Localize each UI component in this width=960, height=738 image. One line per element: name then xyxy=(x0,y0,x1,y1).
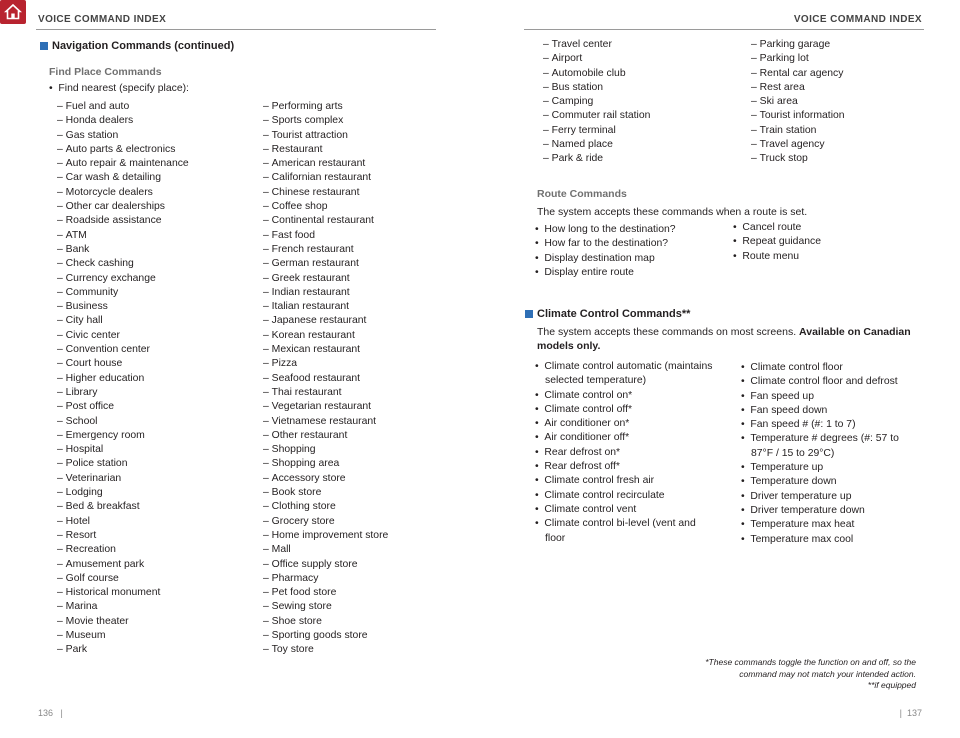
place-category-item: – Museum xyxy=(57,629,189,643)
climate-command-item: • Climate control fresh air xyxy=(535,474,715,488)
climate-command-item: • Air conditioner off* xyxy=(535,431,715,445)
place-category-item: – Auto parts & electronics xyxy=(57,143,189,157)
place-category-item: – Korean restaurant xyxy=(263,329,388,343)
place-category-item: – Other car dealerships xyxy=(57,200,189,214)
place-category-item: – Court house xyxy=(57,357,189,371)
place-category-item: – Resort xyxy=(57,529,189,543)
place-category-item: – Airport xyxy=(543,52,650,66)
climate-command-item: • Driver temperature up xyxy=(741,490,921,504)
route-command-item: • How far to the destination? xyxy=(535,237,676,251)
place-category-item: – Amusement park xyxy=(57,558,189,572)
place-category-item: – Pharmacy xyxy=(263,572,388,586)
place-category-item: – Check cashing xyxy=(57,257,189,271)
place-category-item: – Commuter rail station xyxy=(543,109,650,123)
page-header-left: VOICE COMMAND INDEX xyxy=(38,14,167,25)
place-category-item: – Police station xyxy=(57,457,189,471)
section-square-icon xyxy=(40,42,48,50)
climate-command-item: • Rear defrost on* xyxy=(535,446,715,460)
find-place-intro xyxy=(49,82,189,96)
climate-command-item: • Driver temperature down xyxy=(741,504,921,518)
place-category-item: – Continental restaurant xyxy=(263,214,388,228)
place-category-item: – Thai restaurant xyxy=(263,386,388,400)
place-category-item: – Coffee shop xyxy=(263,200,388,214)
place-category-item: – Japanese restaurant xyxy=(263,314,388,328)
climate-command-item: • Temperature # degrees (#: 57 to 87°F / 15 to 29°C) xyxy=(741,432,921,461)
route-commands-right xyxy=(733,221,821,264)
place-category-item: – Grocery store xyxy=(263,515,388,529)
climate-command-item: • Temperature up xyxy=(741,461,921,475)
climate-command-item: • Temperature max heat xyxy=(741,518,921,532)
place-category-item: – Marina xyxy=(57,600,189,614)
place-category-item: – Indian restaurant xyxy=(263,286,388,300)
climate-commands-right xyxy=(741,361,921,547)
place-category-item: – Seafood restaurant xyxy=(263,372,388,386)
place-category-item: – Lodging xyxy=(57,486,189,500)
footnote: *These commands toggle the function on and off, so the command may not match your intended action. **if equipped xyxy=(705,657,916,690)
place-category-item: – Shoe store xyxy=(263,615,388,629)
place-category-item: – Motorcycle dealers xyxy=(57,186,189,200)
route-commands-left xyxy=(535,223,676,280)
header-divider-right xyxy=(524,29,924,30)
place-category-item: – Automobile club xyxy=(543,67,650,81)
climate-commands-left xyxy=(535,360,715,546)
place-category-item: – Civic center xyxy=(57,329,189,343)
route-command-item: • Display destination map xyxy=(535,252,676,266)
place-category-item: – German restaurant xyxy=(263,257,388,271)
place-category-item: – Fast food xyxy=(263,229,388,243)
place-category-item: – Other restaurant xyxy=(263,429,388,443)
place-category-item: – Performing arts xyxy=(263,100,388,114)
route-command-item: • Cancel route xyxy=(733,221,821,235)
climate-command-item: • Air conditioner on* xyxy=(535,417,715,431)
place-category-item: – Mall xyxy=(263,543,388,557)
place-list-col4 xyxy=(751,38,845,167)
section-square-icon xyxy=(525,310,533,318)
place-category-item: – Fuel and auto xyxy=(57,100,189,114)
place-category-item: – Accessory store xyxy=(263,472,388,486)
place-category-item: – Home improvement store xyxy=(263,529,388,543)
climate-command-item: • Climate control bi-level (vent and floor xyxy=(535,517,715,546)
climate-command-item: • Climate control on* xyxy=(535,389,715,403)
place-category-item: – Tourist attraction xyxy=(263,129,388,143)
route-command-item: • How long to the destination? xyxy=(535,223,676,237)
place-category-item: – Rest area xyxy=(751,81,845,95)
place-category-item: – Park & ride xyxy=(543,152,650,166)
climate-command-item: • Climate control vent xyxy=(535,503,715,517)
place-category-item: – Recreation xyxy=(57,543,189,557)
place-category-item: – Italian restaurant xyxy=(263,300,388,314)
place-category-item: – American restaurant xyxy=(263,157,388,171)
place-category-item: – Park xyxy=(57,643,189,657)
climate-section-title: Climate Control Commands** xyxy=(525,308,690,320)
route-command-item: • Repeat guidance xyxy=(733,235,821,249)
place-category-item: – Ferry terminal xyxy=(543,124,650,138)
climate-command-item: • Fan speed # (#: 1 to 7) xyxy=(741,418,921,432)
place-category-item: – Clothing store xyxy=(263,500,388,514)
place-category-item: – Hospital xyxy=(57,443,189,457)
place-category-item: – School xyxy=(57,415,189,429)
place-category-item: – Sewing store xyxy=(263,600,388,614)
place-category-item: – Community xyxy=(57,286,189,300)
nav-section-title: Navigation Commands (continued) xyxy=(40,40,234,52)
place-category-item: – Camping xyxy=(543,95,650,109)
climate-command-item: • Fan speed down xyxy=(741,404,921,418)
route-command-item: • Route menu xyxy=(733,250,821,264)
place-category-item: – Tourist information xyxy=(751,109,845,123)
place-category-item: – Car wash & detailing xyxy=(57,171,189,185)
place-category-item: – Toy store xyxy=(263,643,388,657)
place-category-item: – Shopping area xyxy=(263,457,388,471)
place-category-item: – Currency exchange xyxy=(57,272,189,286)
place-list-col1 xyxy=(57,100,189,658)
place-category-item: – Golf course xyxy=(57,572,189,586)
route-command-item: • Display entire route xyxy=(535,266,676,280)
place-category-item: – Office supply store xyxy=(263,558,388,572)
place-category-item: – Train station xyxy=(751,124,845,138)
place-category-item: – Library xyxy=(57,386,189,400)
climate-command-item: • Climate control recirculate xyxy=(535,489,715,503)
home-icon[interactable] xyxy=(0,0,26,24)
place-category-item: – Chinese restaurant xyxy=(263,186,388,200)
climate-command-item: • Fan speed up xyxy=(741,390,921,404)
page-number-right: | 137 xyxy=(899,708,922,718)
place-category-item: – Auto repair & maintenance xyxy=(57,157,189,171)
page-number-left: 136 | xyxy=(38,708,63,718)
place-category-item: – Honda dealers xyxy=(57,114,189,128)
place-category-item: – Vietnamese restaurant xyxy=(263,415,388,429)
place-category-item: – Californian restaurant xyxy=(263,171,388,185)
place-category-item: – Parking lot xyxy=(751,52,845,66)
place-category-item: – Sporting goods store xyxy=(263,629,388,643)
place-category-item: – Convention center xyxy=(57,343,189,357)
place-category-item: – Bus station xyxy=(543,81,650,95)
find-place-subhead: Find Place Commands xyxy=(49,66,162,78)
place-category-item: – Gas station xyxy=(57,129,189,143)
place-category-item: – Ski area xyxy=(751,95,845,109)
place-category-item: – Movie theater xyxy=(57,615,189,629)
place-category-item: – Sports complex xyxy=(263,114,388,128)
place-category-item: – Higher education xyxy=(57,372,189,386)
place-list-col3 xyxy=(543,38,650,167)
place-category-item: – Pet food store xyxy=(263,586,388,600)
climate-command-item: • Climate control floor and defrost xyxy=(741,375,921,389)
climate-command-item: • Climate control off* xyxy=(535,403,715,417)
place-category-item: – Named place xyxy=(543,138,650,152)
place-category-item: – Bank xyxy=(57,243,189,257)
route-intro: The system accepts these commands when a route is set. xyxy=(537,206,808,218)
place-category-item: – Parking garage xyxy=(751,38,845,52)
place-category-item: – Hotel xyxy=(57,515,189,529)
place-category-item: – Shopping xyxy=(263,443,388,457)
place-category-item: – ATM xyxy=(57,229,189,243)
place-list-col2 xyxy=(263,100,388,658)
place-category-item: – Post office xyxy=(57,400,189,414)
place-category-item: – Vegetarian restaurant xyxy=(263,400,388,414)
place-category-item: – Greek restaurant xyxy=(263,272,388,286)
route-subhead: Route Commands xyxy=(537,188,627,200)
climate-command-item: • Climate control floor xyxy=(741,361,921,375)
place-category-item: – Historical monument xyxy=(57,586,189,600)
header-divider-left xyxy=(36,29,436,30)
climate-command-item: • Temperature max cool xyxy=(741,533,921,547)
climate-command-item: • Climate control automatic (maintains selected temperature) xyxy=(535,360,715,389)
place-category-item: – Roadside assistance xyxy=(57,214,189,228)
climate-command-item: • Rear defrost off* xyxy=(535,460,715,474)
place-category-item: – Travel center xyxy=(543,38,650,52)
place-category-item: – Pizza xyxy=(263,357,388,371)
find-place-intro-item: • Find nearest (specify place): xyxy=(49,82,189,96)
place-category-item: – Book store xyxy=(263,486,388,500)
place-category-item: – Restaurant xyxy=(263,143,388,157)
place-category-item: – Travel agency xyxy=(751,138,845,152)
place-category-item: – Mexican restaurant xyxy=(263,343,388,357)
place-category-item: – Bed & breakfast xyxy=(57,500,189,514)
climate-command-item: • Temperature down xyxy=(741,475,921,489)
page-header-right: VOICE COMMAND INDEX xyxy=(793,14,922,25)
climate-intro: The system accepts these commands on most screens. Available on Canadian models only. xyxy=(537,326,911,353)
place-category-item: – Business xyxy=(57,300,189,314)
place-category-item: – City hall xyxy=(57,314,189,328)
place-category-item: – Rental car agency xyxy=(751,67,845,81)
place-category-item: – Emergency room xyxy=(57,429,189,443)
place-category-item: – Truck stop xyxy=(751,152,845,166)
place-category-item: – Veterinarian xyxy=(57,472,189,486)
place-category-item: – French restaurant xyxy=(263,243,388,257)
